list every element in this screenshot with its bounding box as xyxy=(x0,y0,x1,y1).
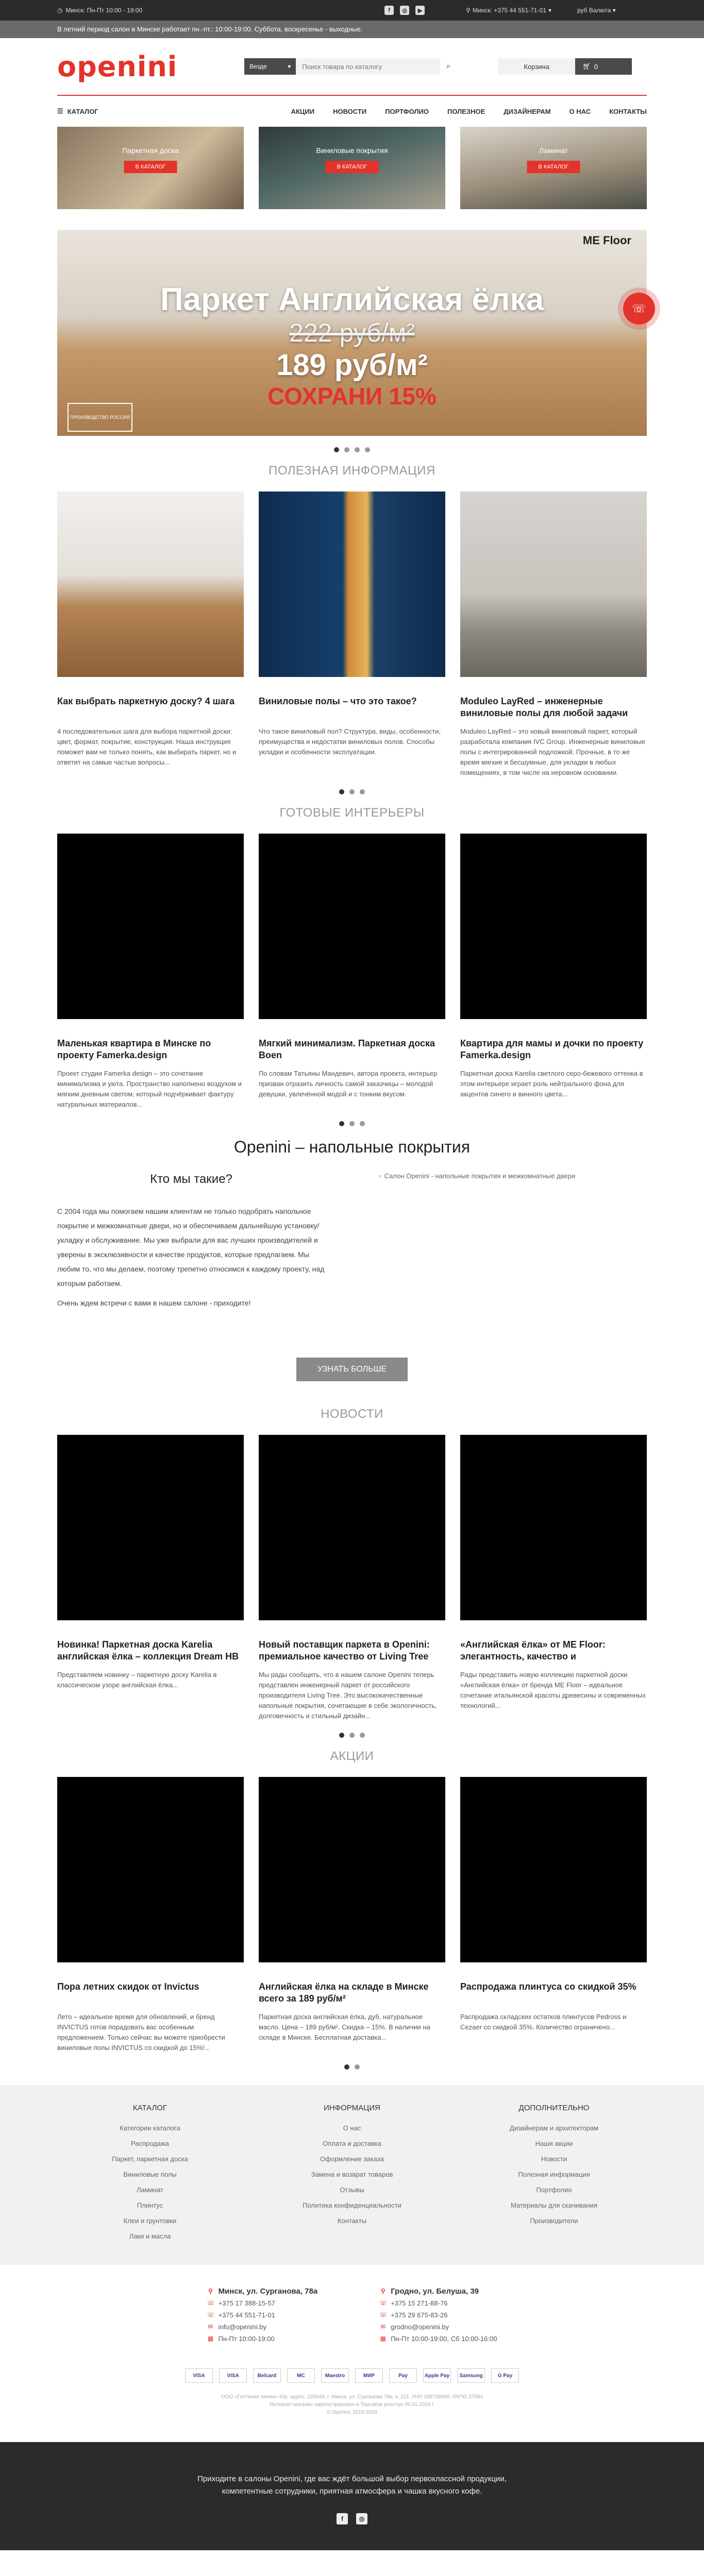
category-tile-label: Ламинат xyxy=(539,146,568,155)
nav-link-designers[interactable]: ДИЗАЙНЕРАМ xyxy=(504,107,551,115)
hero-stamp: ПРОИЗВОДСТВО РОССИЯ xyxy=(68,403,132,432)
article-title[interactable]: Moduleo LayRed – инженерные виниловые полы для любой задачи xyxy=(460,696,628,718)
slider-dot[interactable] xyxy=(360,789,365,794)
about-subtitle: Кто мы такие? xyxy=(150,1172,232,1186)
cart-icon: 🛒︎ xyxy=(582,62,591,70)
payment-visa-secure-icon: VISA xyxy=(219,2368,247,2383)
nav-link-promos[interactable]: АКЦИИ xyxy=(291,107,315,115)
news-text: Рады представить новую коллекцию паркетной доски «Английская ёлка» от бренда ME Floor – идеальное сочетание итальянской красоты древесины и современных технологий... xyxy=(460,1671,646,1709)
chevron-down-icon: ▾ xyxy=(288,63,291,70)
phone-icon: ☏ xyxy=(207,2299,215,2307)
email-icon: ✉ xyxy=(208,2323,213,2330)
phone-text: Минск: +375 44 551-71-01 xyxy=(472,7,546,14)
interior-image[interactable] xyxy=(57,834,244,1019)
store-email[interactable]: info@openini.by xyxy=(218,2323,266,2331)
payment-applepay-icon: Apple Pay xyxy=(423,2368,451,2383)
footer-column-title: ИНФОРМАЦИЯ xyxy=(324,2104,380,2112)
calendar-icon: ▦ xyxy=(380,2335,386,2342)
payment-samsungpay-icon: Samsung xyxy=(457,2368,485,2383)
footer-link[interactable]: О нас xyxy=(343,2124,361,2132)
article-image[interactable] xyxy=(259,492,445,677)
footer-link[interactable]: Портфолио xyxy=(536,2186,572,2194)
payment-mastercard-icon: MC xyxy=(287,2368,315,2383)
article-card[interactable] xyxy=(460,492,647,778)
slider-dot[interactable] xyxy=(349,1733,355,1738)
nav-link-about[interactable]: О НАС xyxy=(569,107,591,115)
category-tile-laminate[interactable] xyxy=(460,127,647,209)
promo-image[interactable] xyxy=(259,1777,445,1962)
nav-link-news[interactable]: НОВОСТИ xyxy=(333,107,367,115)
slider-dot[interactable] xyxy=(344,2064,349,2070)
footer-link[interactable]: Клеи и грунтовки xyxy=(123,2217,177,2225)
chevron-down-icon: ▾ xyxy=(612,7,616,14)
footer-link[interactable]: Производители xyxy=(530,2217,578,2225)
slider-dot[interactable] xyxy=(349,789,355,794)
working-hours xyxy=(57,7,142,14)
cart-label: Корзина xyxy=(498,58,575,75)
store-grodno xyxy=(379,2285,497,2345)
news-cards xyxy=(57,1435,647,1721)
store-phone[interactable]: +375 29 675-83-26 xyxy=(391,2311,448,2319)
interiors-heading: ГОТОВЫЕ ИНТЕРЬЕРЫ xyxy=(279,806,425,820)
header xyxy=(0,38,704,95)
promo-image[interactable] xyxy=(57,1777,244,1962)
slider-dot[interactable] xyxy=(349,1121,355,1126)
category-tile-label: Паркетная доска xyxy=(122,146,179,155)
interior-text: По словам Татьяны Мандевич, автора проекта, интерьер призван отразить личность самой заказчицы – молодой девушки, увлечённой модой и с тонким вкусом. xyxy=(259,1070,438,1098)
slider-dot[interactable] xyxy=(355,2064,360,2070)
footer-tagline: Приходите в салоны Openini, где вас ждёт большой выбор первоклассной продукции, компетентные сотрудники, приятная атмосфера и чашка вкусного кофе. xyxy=(197,2475,507,2496)
article-title[interactable]: Как выбрать паркетную доску? 4 шага xyxy=(57,696,235,706)
payment-belcard-icon: Belcard xyxy=(253,2368,281,2383)
promo-text: Лето – идеальное время для обновлений, и бренд INVICTUS готов порадовать вас особенным предложением. Только сейчас вы можете приобрести виниловые полы INVICTUS со скидкой до 15%!... xyxy=(57,2013,225,2052)
promo-title[interactable]: Пора летних скидок от Invictus xyxy=(57,1981,199,1992)
legal-line: Интернет-магазин зарегистрирован в Торговом реестре 05.01.2016 г. xyxy=(269,2402,435,2408)
news-title[interactable]: Новинка! Паркетная доска Karelia английская ёлка – коллекция Dream HB xyxy=(57,1639,239,1662)
store-email[interactable]: grodno@openini.by xyxy=(391,2323,449,2331)
interior-title[interactable]: Квартира для мамы и дочки по проекту Famerka.design xyxy=(460,1038,644,1060)
promos-slider-dots xyxy=(57,2064,647,2070)
footer-link[interactable]: Оплата и доставка xyxy=(323,2140,381,2147)
menu-icon: ☰ xyxy=(57,107,63,115)
nav-link-useful[interactable]: ПОЛЕЗНОЕ xyxy=(447,107,485,115)
location-pin-icon: ⚲ xyxy=(466,7,471,14)
chat-icon: ☏ xyxy=(632,302,646,315)
store-phone[interactable]: +375 17 388-15-57 xyxy=(218,2299,275,2307)
news-heading: НОВОСТИ xyxy=(321,1407,383,1421)
news-card[interactable] xyxy=(460,1435,647,1721)
promo-title[interactable]: Английская ёлка на складе в Минске всего за 189 руб/м² xyxy=(259,1981,429,2004)
cart-count: 0 xyxy=(594,62,598,71)
facebook-icon[interactable]: f xyxy=(337,2513,348,2524)
interior-title[interactable]: Мягкий минимализм. Паркетная доска Boen xyxy=(259,1038,435,1060)
news-text: Представляем новинку – паркетную доску Karelia в классическом узоре английская ёлка... xyxy=(57,1671,217,1689)
article-image[interactable] xyxy=(460,492,647,677)
article-card[interactable] xyxy=(259,492,445,778)
category-tiles xyxy=(57,127,647,209)
store-hours: Пн-Пт 10:00-19:00 xyxy=(218,2335,275,2343)
phone-icon: ☏ xyxy=(379,2299,388,2307)
store-address: Минск, ул. Сурганова, 78а xyxy=(218,2287,318,2296)
footer-link[interactable]: Политика конфиденциальности xyxy=(303,2201,401,2209)
promos-heading: АКЦИИ xyxy=(330,1749,374,1763)
promo-card[interactable] xyxy=(460,1777,647,2053)
footer-link[interactable]: Оформление заказа xyxy=(320,2155,384,2163)
promo-card[interactable] xyxy=(57,1777,244,2053)
instagram-icon[interactable]: ◎ xyxy=(400,6,409,15)
store-phone[interactable]: +375 44 551-71-01 xyxy=(218,2311,275,2319)
hero-title: Паркет Английская ёлка xyxy=(160,282,544,317)
useful-heading: ПОЛЕЗНАЯ ИНФОРМАЦИЯ xyxy=(269,464,435,478)
promo-text: Паркетная доска английская ёлка, дуб, натуральное масло. Цена – 189 руб/м². Скидка – 15%. В наличии на складе в Минске. Бесплатная доставка... xyxy=(259,2013,430,2041)
interior-card[interactable] xyxy=(57,834,244,1110)
news-title[interactable]: Новый поставщик паркета в Openini: премиальное качество от Living Tree xyxy=(259,1639,430,1662)
legal-line: ООО «Гостиная линия» Юр. адрес: 220049, г. Минск, ул. Сурганова 78а, к. 112. УНП 190728090. ОКПО 37594 xyxy=(221,2394,483,2400)
footer-link[interactable]: Наши акции xyxy=(535,2140,573,2147)
store-hours: Пн-Пт 10:00-19:00, Сб 10:00-16:00 xyxy=(391,2335,497,2343)
store-phone[interactable]: +375 15 271-88-76 xyxy=(391,2299,448,2307)
phone-dropdown[interactable] xyxy=(466,7,551,14)
interiors-slider-dots xyxy=(57,1121,647,1126)
main-nav xyxy=(0,96,704,127)
hours-text: Минск: Пн-Пт 10:00 - 19:00 xyxy=(65,7,143,14)
news-image[interactable] xyxy=(460,1435,647,1620)
promos-cards xyxy=(57,1777,647,2053)
store-address: Гродно, ул. Белуша, 39 xyxy=(391,2287,479,2296)
footer-link[interactable]: Замена и возврат товаров xyxy=(311,2171,393,2178)
slider-dot[interactable] xyxy=(360,1733,365,1738)
promo-card[interactable] xyxy=(259,1777,445,2053)
about-image xyxy=(379,1172,647,1337)
broken-image-icon: ▫ xyxy=(379,1172,381,1180)
article-text: Moduleo LayRed – это новый виниловый паркет, который разработала компания IVC Group. Инженерные виниловые полы с интегрированной подложкой. Прочные, в то же время мягкие и бесшумные, для укладки в любых помещениях, в том числе на неровном основании. xyxy=(460,727,646,776)
footer-column-title: КАТАЛОГ xyxy=(132,2104,167,2112)
footer-links xyxy=(0,2085,704,2265)
site-logo[interactable]: openini xyxy=(57,50,178,83)
notice-bar xyxy=(0,21,704,38)
nav-link-portfolio[interactable]: ПОРТФОЛИО xyxy=(385,107,429,115)
about-paragraph: С 2004 года мы помогаем нашим клиентам не только подобрать напольное покрытие и межкомнатные двери, но и обеспечиваем дальнейшую установку/укладку и обслуживание. Мы уже выбрали для вас лучших производителей и уверены в эксклюзивности и качестве продуктов, которые предлагаем. Мы любим то, что мы делаем, поэтому трепетно относимся к каждому проекту, над которым работаем. xyxy=(57,1207,325,1287)
footer-column-title: ДОПОЛНИТЕЛЬНО xyxy=(518,2104,590,2112)
interior-text: Проект студии Famerka design – это сочетание минимализма и уюта. Пространство наполнено воздухом и мягким дневным светом, который подчёркивает фактуру натуральных материалов... xyxy=(57,1070,242,1108)
footer-bottom xyxy=(0,2442,704,2550)
to-catalog-button[interactable]: В КАТАЛОГ xyxy=(326,161,379,173)
calendar-icon: ▦ xyxy=(207,2335,214,2342)
hero-old-price: 222 руб/м² xyxy=(289,318,415,347)
hero-text xyxy=(57,281,647,410)
interior-image[interactable] xyxy=(460,834,647,1019)
slider-dot[interactable] xyxy=(339,1121,344,1126)
news-image[interactable] xyxy=(259,1435,445,1620)
article-text: Что такое виниловый пол? Структура, виды, особенности, преимущества и недостатки виниловых полов. Способы укладки и особенности эксплуатации. xyxy=(259,727,441,756)
email-icon: ✉ xyxy=(380,2323,386,2330)
social-links xyxy=(384,6,425,15)
currency-text: руб Валюта xyxy=(577,7,611,14)
payment-mir-icon: МИР xyxy=(355,2368,383,2383)
learn-more-button[interactable]: УЗНАТЬ БОЛЬШЕ xyxy=(296,1358,408,1381)
youtube-icon[interactable]: ▶ xyxy=(415,6,425,15)
about-section xyxy=(57,1172,647,1337)
top-bar xyxy=(0,0,704,21)
news-image[interactable] xyxy=(57,1435,244,1620)
interior-title[interactable]: Маленькая квартира в Минске по проекту Famerka.design xyxy=(57,1038,211,1060)
promo-title[interactable]: Распродажа плинтуса со скидкой 35% xyxy=(460,1981,636,1992)
useful-slider-dots xyxy=(57,789,647,794)
interior-card[interactable] xyxy=(460,834,647,1110)
interior-image[interactable] xyxy=(259,834,445,1019)
chat-button[interactable] xyxy=(623,293,655,325)
hero-sale: СОХРАНИ 15% xyxy=(267,383,437,410)
news-card[interactable] xyxy=(259,1435,445,1721)
slider-dot[interactable] xyxy=(360,1121,365,1126)
footer-social xyxy=(0,2513,704,2524)
category-tile-parquet[interactable] xyxy=(57,127,244,209)
slider-dot[interactable] xyxy=(344,447,349,452)
footer-link[interactable]: Дизайнерам и архитекторам xyxy=(509,2124,599,2132)
slider-dot[interactable] xyxy=(339,789,344,794)
news-text: Мы рады сообщить, что в нашем салоне Openini теперь представлен инженерный паркет от российского производителя Living Tree. Это высококачественные напольные покрытия, сочетающие в себе экологичность, долговечность и стильный дизайн... xyxy=(259,1671,437,1720)
nav-links xyxy=(291,108,647,115)
hero-brand: ME Floor xyxy=(582,234,631,247)
to-catalog-button[interactable]: В КАТАЛОГ xyxy=(124,161,177,173)
hero-new-price: 189 руб/м² xyxy=(276,348,428,382)
catalog-label: КАТАЛОГ xyxy=(67,107,98,115)
hero-slider-dots xyxy=(57,447,647,452)
location-pin-icon: ⚲ xyxy=(380,2287,385,2295)
footer-column-extra xyxy=(461,2104,647,2244)
payment-visa-icon: VISA xyxy=(185,2368,213,2383)
facebook-icon[interactable]: f xyxy=(384,6,394,15)
footer-link[interactable]: Новости xyxy=(541,2155,567,2163)
useful-cards xyxy=(57,492,647,778)
slider-dot[interactable] xyxy=(334,447,339,452)
phone-icon: ☏ xyxy=(379,2311,388,2318)
footer-link[interactable]: Распродажа xyxy=(131,2140,169,2147)
news-title[interactable]: «Английская ёлка» от ME Floor: элегантность, качество и xyxy=(460,1639,606,1662)
article-text: 4 последовательных шага для выбора паркетной доски: цвет, формат, покрытие, конструкция. Наша инструкция поможет вам не только понять, как выбирать паркет, но и ответит на самые частые вопросы... xyxy=(57,727,237,766)
footer-link[interactable]: Паркет, паркетная доска xyxy=(112,2155,188,2163)
location-pin-icon: ⚲ xyxy=(208,2287,213,2295)
chevron-down-icon: ▾ xyxy=(548,7,551,14)
footer-link[interactable]: Отзывы xyxy=(340,2186,364,2194)
search-scope-value: Везде xyxy=(249,63,267,70)
footer-link[interactable]: Полезная информация xyxy=(518,2171,590,2178)
category-tile-vinyl[interactable] xyxy=(259,127,445,209)
payment-pay-icon: Pay xyxy=(389,2368,417,2383)
news-slider-dots xyxy=(57,1733,647,1738)
legal-line: © Openini, 2015-2024 xyxy=(327,2410,377,2415)
footer-link[interactable]: Лаки и масла xyxy=(129,2232,171,2240)
payment-methods xyxy=(0,2368,704,2383)
about-paragraph: Очень ждем встречи с вами в нашем салоне - приходите! xyxy=(57,1299,251,1307)
phone-icon: ☏ xyxy=(207,2311,215,2318)
search-box xyxy=(244,58,457,75)
instagram-icon[interactable]: ◎ xyxy=(356,2513,367,2524)
about-title: Openini – напольные покрытия xyxy=(233,1138,471,1156)
article-title[interactable]: Виниловые полы – что это такое? xyxy=(259,696,417,706)
news-card[interactable] xyxy=(57,1435,244,1721)
footer-link[interactable]: Категории каталога xyxy=(120,2124,180,2132)
slider-dot[interactable] xyxy=(339,1733,344,1738)
search-icon[interactable]: ⌕ xyxy=(446,62,451,71)
payment-maestro-icon: Maestro xyxy=(321,2368,349,2383)
footer-link[interactable]: Ламинат xyxy=(136,2186,164,2194)
footer-link[interactable]: Плинтус xyxy=(137,2201,163,2209)
slider-dot[interactable] xyxy=(365,447,370,452)
footer-link[interactable]: Виниловые полы xyxy=(123,2171,177,2178)
article-card[interactable] xyxy=(57,492,244,778)
interior-text: Паркетная доска Karelia светлого серо-бежевого оттенка в этом интерьере играет роль нейтрального фона для акцентов синего и винного цвета... xyxy=(460,1070,643,1098)
footer-contacts xyxy=(0,2265,704,2442)
clock-icon: ◷ xyxy=(57,7,63,14)
search-input[interactable] xyxy=(296,58,440,75)
notice-text: В летний период салон в Минске работает пн.-пт.: 10:00-19:00. Суббота, воскресенье - выходные. xyxy=(57,25,363,33)
search-scope-select[interactable] xyxy=(244,58,296,75)
promo-image[interactable] xyxy=(460,1777,647,1962)
article-image[interactable] xyxy=(57,492,244,677)
promo-text: Распродажа складских остатков плинтусов Pedross и Cezaer со скидкой 35%. Количество ограничено... xyxy=(460,2013,627,2031)
to-catalog-button[interactable]: В КАТАЛОГ xyxy=(527,161,580,173)
legal-info xyxy=(0,2393,704,2416)
cart-button[interactable] xyxy=(498,58,632,75)
interior-card[interactable] xyxy=(259,834,445,1110)
category-tile-label: Виниловые покрытия xyxy=(316,146,388,155)
slider-dot[interactable] xyxy=(355,447,360,452)
footer-column-info xyxy=(259,2104,445,2244)
payment-googlepay-icon: G Pay xyxy=(491,2368,519,2383)
nav-link-contacts[interactable]: КОНТАКТЫ xyxy=(609,107,647,115)
currency-dropdown[interactable] xyxy=(577,7,616,14)
hero-banner[interactable] xyxy=(57,230,647,436)
store-minsk xyxy=(207,2285,318,2345)
footer-link[interactable]: Материалы для скачивания xyxy=(511,2201,597,2209)
footer-column-catalog xyxy=(57,2104,243,2244)
catalog-menu-button[interactable] xyxy=(57,107,98,115)
about-text-block xyxy=(57,1172,325,1337)
interiors-cards xyxy=(57,834,647,1110)
footer-link[interactable]: Контакты xyxy=(337,2217,367,2225)
about-image-alt: Салон Openini - напольные покрытия и межкомнатные двери xyxy=(384,1172,576,1180)
cart-count-box xyxy=(575,58,632,75)
